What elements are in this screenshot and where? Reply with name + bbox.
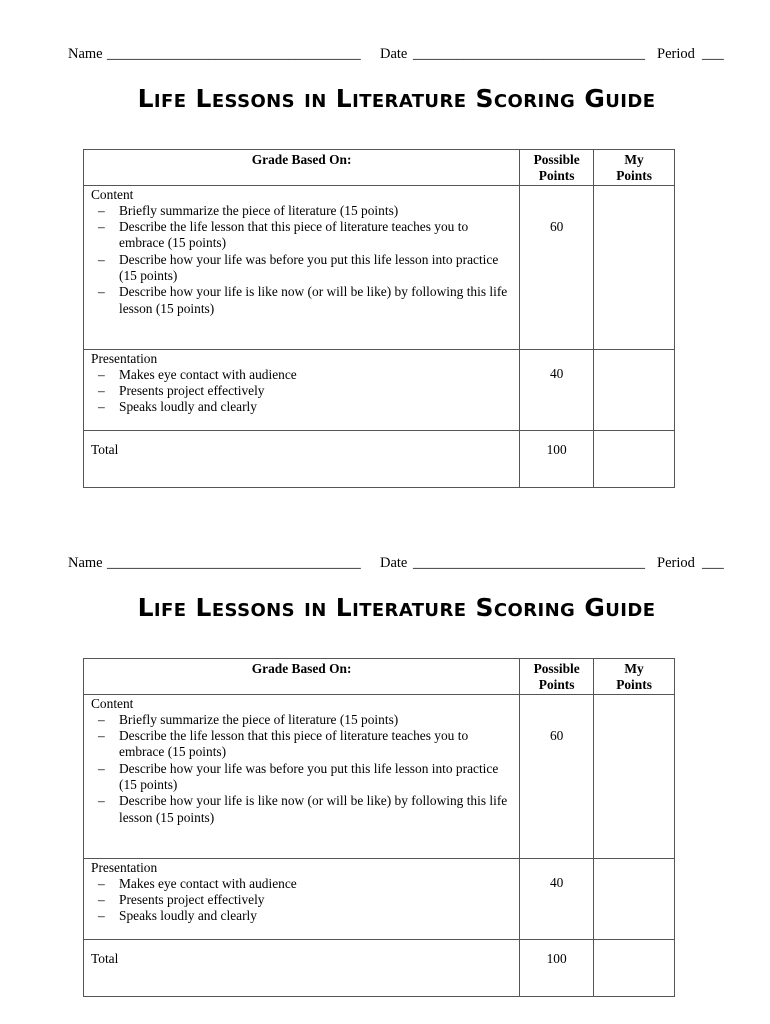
my-header-line1: My (624, 661, 644, 676)
period-field[interactable]: ___ (702, 46, 724, 62)
list-item: – Describe how your life is like now (or will be like) by following this life lesson (15 points) (91, 284, 513, 317)
possible-header-line2: Points (538, 677, 575, 693)
list-item: – Presents project effectively (91, 383, 513, 399)
list-item: – Makes eye contact with audience (91, 367, 513, 383)
my-points-cell[interactable] (594, 185, 675, 349)
my-points-header (594, 659, 675, 695)
criteria-list (91, 876, 513, 925)
list-item: – Describe how your life was before you put this life lesson into practice (15 points) (91, 252, 513, 285)
table-row-content (84, 185, 675, 349)
section-label: Content (91, 695, 134, 711)
date-field[interactable]: ________________________________ (413, 46, 645, 62)
list-item: – Describe how your life was before you put this life lesson into practice (15 points) (91, 761, 513, 794)
criteria-list (91, 712, 513, 826)
list-item: – Briefly summarize the piece of literature (15 points) (91, 712, 513, 728)
scoring-table (83, 149, 675, 488)
my-header-line2: Points (616, 168, 652, 184)
my-total-cell[interactable] (594, 939, 675, 996)
criteria-header: Grade Based On: (84, 659, 520, 695)
my-header-line2: Points (616, 677, 652, 693)
content-criteria (84, 185, 520, 349)
possible-points-header (520, 659, 594, 695)
table-header-row (84, 659, 675, 695)
date-field[interactable]: ________________________________ (413, 555, 645, 571)
criteria-list (91, 367, 513, 416)
section-label: Content (91, 186, 134, 202)
period-field[interactable]: ___ (702, 555, 724, 571)
my-points-cell[interactable] (594, 858, 675, 939)
my-points-header (594, 150, 675, 186)
table-row-total (84, 939, 675, 996)
possible-points-value: 40 (520, 858, 594, 939)
total-possible-points: 100 (520, 939, 594, 996)
student-info-header (68, 555, 724, 575)
possible-header-line2: Points (538, 168, 575, 184)
possible-header-line1: Possible (533, 661, 580, 676)
list-item: – Speaks loudly and clearly (91, 908, 513, 924)
name-label: Name (68, 555, 103, 571)
possible-points-value: 60 (520, 694, 594, 858)
date-label: Date (380, 46, 408, 62)
section-label: Presentation (91, 350, 158, 366)
list-item: – Presents project effectively (91, 892, 513, 908)
possible-header-line1: Possible (533, 152, 580, 167)
total-label: Total (84, 430, 520, 487)
possible-points-value: 40 (520, 349, 594, 430)
total-label: Total (84, 939, 520, 996)
list-item: – Makes eye contact with audience (91, 876, 513, 892)
table-header-row (84, 150, 675, 186)
possible-points-value: 60 (520, 185, 594, 349)
name-field[interactable]: ___________________________________ (107, 46, 361, 62)
table-row-presentation (84, 858, 675, 939)
scoring-table (83, 658, 675, 997)
my-header-line1: My (624, 152, 644, 167)
list-item: – Describe the life lesson that this piece of literature teaches you to embrace (15 points) (91, 219, 513, 252)
list-item: – Speaks loudly and clearly (91, 399, 513, 415)
total-possible-points: 100 (520, 430, 594, 487)
date-label: Date (380, 555, 408, 571)
possible-points-header (520, 150, 594, 186)
presentation-criteria (84, 349, 520, 430)
student-info-header (68, 46, 724, 66)
my-total-cell[interactable] (594, 430, 675, 487)
list-item: – Briefly summarize the piece of literature (15 points) (91, 203, 513, 219)
page-title: Life Lessons in Literature Scoring Guide (137, 593, 656, 622)
criteria-header: Grade Based On: (84, 150, 520, 186)
my-points-cell[interactable] (594, 349, 675, 430)
period-label: Period (657, 555, 695, 571)
page-title: Life Lessons in Literature Scoring Guide (137, 84, 656, 113)
list-item: – Describe how your life is like now (or will be like) by following this life lesson (15 points) (91, 793, 513, 826)
section-label: Presentation (91, 859, 158, 875)
table-row-presentation (84, 349, 675, 430)
content-criteria (84, 694, 520, 858)
name-label: Name (68, 46, 103, 62)
name-field[interactable]: ___________________________________ (107, 555, 361, 571)
presentation-criteria (84, 858, 520, 939)
table-row-total (84, 430, 675, 487)
table-row-content (84, 694, 675, 858)
list-item: – Describe the life lesson that this piece of literature teaches you to embrace (15 points) (91, 728, 513, 761)
my-points-cell[interactable] (594, 694, 675, 858)
period-label: Period (657, 46, 695, 62)
criteria-list (91, 203, 513, 317)
